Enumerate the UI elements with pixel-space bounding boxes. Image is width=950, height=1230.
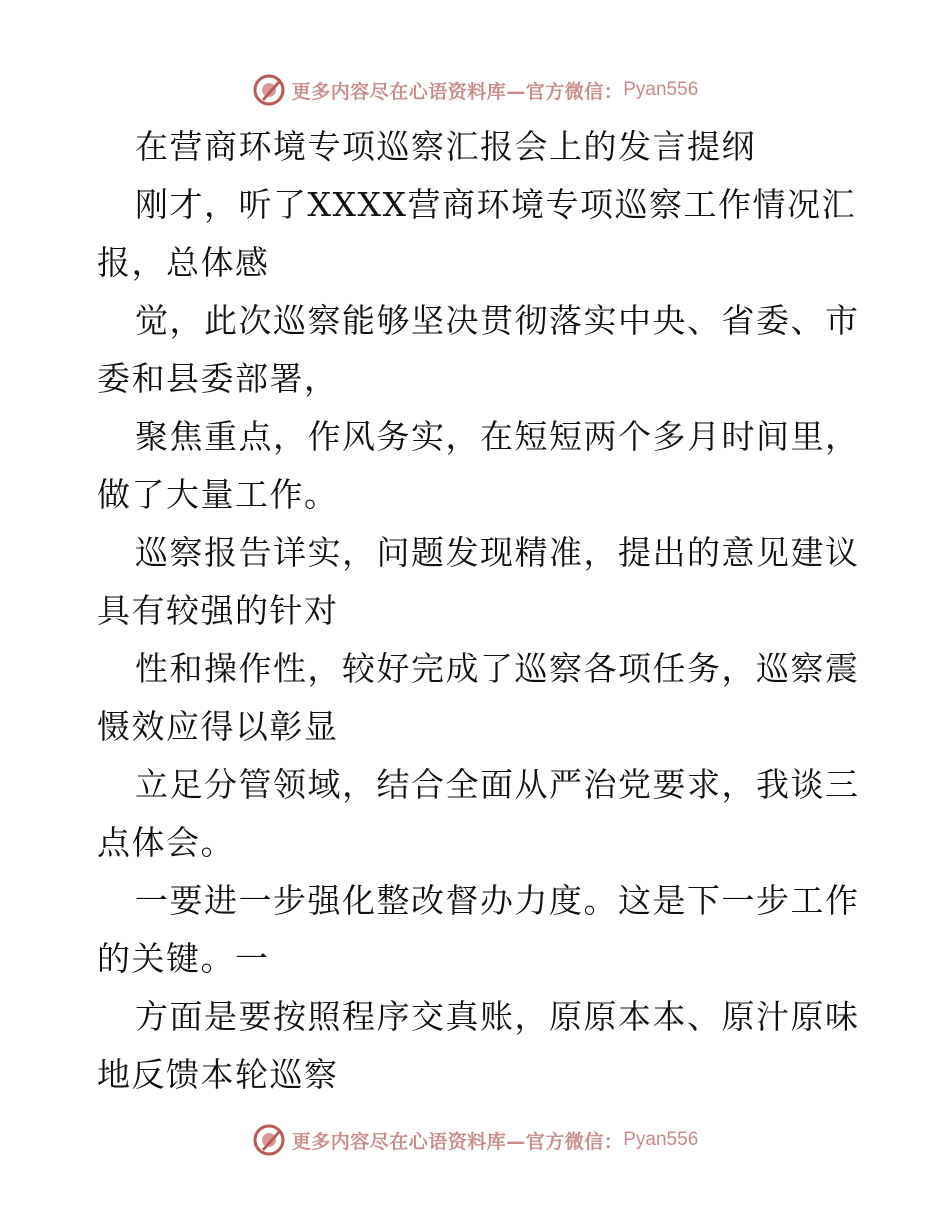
document-body bbox=[97, 118, 860, 1104]
paragraph-line: 慑效应得以彰显 bbox=[97, 707, 339, 746]
paragraph-line: 地反馈本轮巡察 bbox=[97, 1055, 339, 1094]
header-watermark bbox=[0, 70, 950, 110]
watermark-id: Pyan556 bbox=[623, 1129, 699, 1150]
document-title: 在营商环境专项巡察汇报会上的发言提纲 bbox=[135, 127, 756, 166]
paragraph-line: 方面是要按照程序交真账，原原本本、原汁原味 bbox=[135, 997, 860, 1036]
paragraph-line: 刚才，听了XXXX营商环境专项巡察工作情况汇 bbox=[135, 185, 856, 224]
paragraph-line: 点体会。 bbox=[97, 823, 235, 862]
paragraph-line: 性和操作性，较好完成了巡察各项任务，巡察震 bbox=[135, 649, 860, 688]
paragraph-line: 报，总体感 bbox=[97, 243, 270, 282]
paragraph-line: 一要进一步强化整改督办力度。这是下一步工作 bbox=[135, 881, 860, 920]
watermark-text: 更多内容尽在心语资料库—官方微信： bbox=[291, 1130, 624, 1153]
paragraph-line: 委和县委部署， bbox=[97, 359, 339, 398]
brand-logo-icon bbox=[252, 73, 286, 107]
paragraph-line: 巡察报告详实，问题发现精准，提出的意见建议 bbox=[135, 533, 860, 572]
watermark-text: 更多内容尽在心语资料库—官方微信： bbox=[291, 80, 624, 103]
paragraph-line: 具有较强的针对 bbox=[97, 591, 339, 630]
footer-watermark bbox=[0, 1120, 950, 1160]
paragraph-line: 做了大量工作。 bbox=[97, 475, 339, 514]
paragraph-line: 立足分管领域，结合全面从严治党要求，我谈三 bbox=[135, 765, 860, 804]
paragraph-line: 觉，此次巡察能够坚决贯彻落实中央、省委、市 bbox=[135, 301, 860, 340]
paragraph-line: 的关键。一 bbox=[97, 939, 270, 978]
watermark-id: Pyan556 bbox=[623, 79, 699, 100]
brand-logo-icon bbox=[252, 1123, 286, 1157]
paragraph-line: 聚焦重点，作风务实，在短短两个多月时间里， bbox=[135, 417, 860, 456]
